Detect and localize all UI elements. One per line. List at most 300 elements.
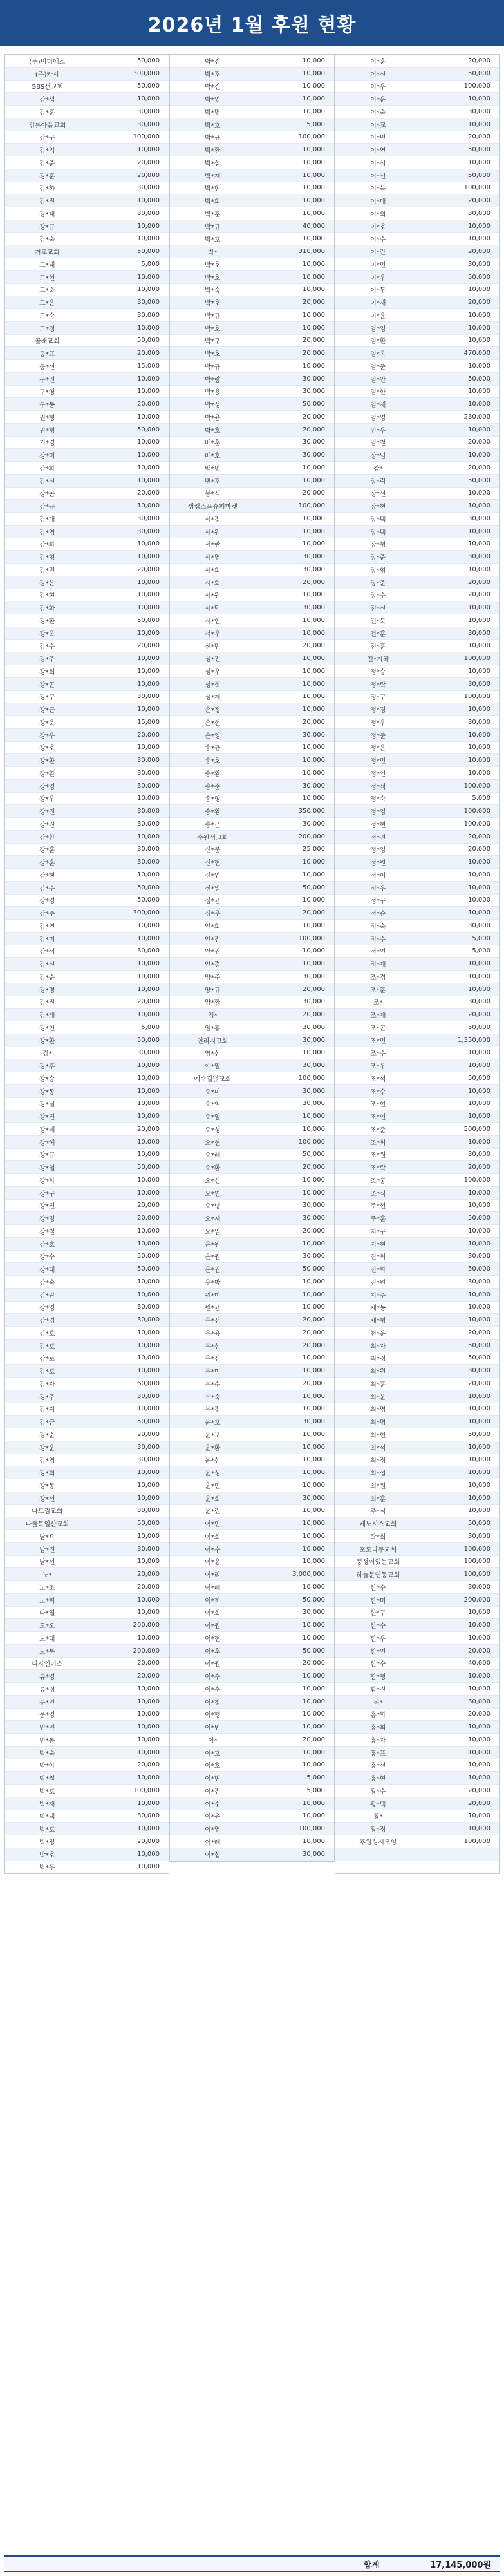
donor-row	[170, 1340, 334, 1352]
donation-amount: 50,000	[302, 884, 325, 891]
donor-name: 강*후	[39, 1063, 55, 1071]
donor-row	[5, 1276, 169, 1289]
donor-row	[170, 1530, 334, 1543]
donation-amount: 50,000	[136, 248, 160, 256]
donation-amount: 10,000	[302, 197, 325, 205]
donation-amount: 10,000	[136, 795, 160, 802]
donation-amount: 100,000	[298, 1138, 325, 1146]
donor-name: 이*민	[205, 1521, 221, 1529]
donor-name: 한*구	[370, 1610, 386, 1618]
donation-amount: 10,000	[302, 540, 325, 548]
donor-row	[5, 627, 169, 640]
donation-amount: 100,000	[463, 782, 490, 790]
donor-row	[335, 1696, 499, 1709]
donor-row	[335, 1174, 499, 1187]
donor-name: 송*준	[205, 783, 221, 791]
donor-row	[335, 1466, 499, 1479]
donor-row	[335, 1161, 499, 1174]
donor-row	[170, 1212, 334, 1225]
donor-row	[5, 1747, 169, 1759]
donation-amount: 50,000	[302, 1647, 325, 1654]
donor-row	[335, 1263, 499, 1276]
donor-name: 정*인	[370, 770, 386, 778]
donor-row	[335, 1810, 499, 1823]
donor-row	[5, 652, 169, 665]
donor-name: 박*용	[205, 389, 221, 397]
donor-row	[335, 1785, 499, 1797]
donor-name: 이*현	[205, 1635, 221, 1643]
donation-amount: 30,000	[302, 1215, 325, 1222]
donor-name: 강*로	[39, 1356, 55, 1363]
donor-row	[5, 55, 169, 68]
donor-row	[5, 449, 169, 462]
donation-amount: 60,000	[136, 1379, 160, 1387]
donor-name: 박*재	[39, 1801, 55, 1808]
donation-amount: 100,000	[463, 1571, 490, 1578]
donation-amount: 20,000	[302, 642, 325, 650]
donor-name: 홍*화	[370, 1712, 386, 1719]
donor-name: 장*준	[370, 554, 386, 562]
donation-amount: 30,000	[136, 947, 160, 955]
donor-row	[170, 614, 334, 627]
donor-row	[170, 1785, 334, 1797]
donor-name: 강*배	[39, 1126, 55, 1134]
donor-name: 강*수	[39, 1254, 55, 1262]
donation-amount: 10,000	[302, 1634, 325, 1642]
donor-name: 홍*표	[370, 1750, 386, 1757]
donor-name: 조*인	[370, 1114, 386, 1122]
donor-row	[170, 640, 334, 653]
donation-amount: 10,000	[302, 858, 325, 866]
donation-amount: 10,000	[302, 273, 325, 281]
donor-name: 진*화	[370, 1267, 386, 1274]
donation-amount: 10,000	[302, 1367, 325, 1375]
donor-name: 임*우	[370, 427, 386, 435]
donation-amount: 10,000	[136, 1405, 160, 1413]
donor-row	[5, 1517, 169, 1530]
donor-row	[170, 1734, 334, 1747]
donor-name: 정*연	[370, 949, 386, 956]
donor-row	[170, 1200, 334, 1213]
donor-name: 강*미	[39, 453, 55, 460]
donation-amount: 50,000	[136, 1265, 160, 1273]
donor-row	[170, 1492, 334, 1505]
donor-name: 조*락	[370, 1165, 386, 1173]
donor-row	[5, 1200, 169, 1213]
donor-name: 장*현	[370, 504, 386, 511]
donor-name: 문*민	[39, 1699, 55, 1707]
donor-name: 이*행	[205, 1712, 221, 1719]
donor-row	[5, 1861, 169, 1874]
donor-row	[5, 424, 169, 437]
donor-row	[170, 767, 334, 780]
donor-name: 엄*	[207, 1012, 218, 1020]
donation-amount: 20,000	[136, 1571, 160, 1578]
donation-amount: 10,000	[136, 960, 160, 968]
donor-row	[335, 182, 499, 195]
donation-amount: 20,000	[136, 998, 160, 1006]
donation-amount: 10,000	[467, 1405, 490, 1413]
donor-row	[170, 691, 334, 704]
donor-name: 장*수	[370, 592, 386, 600]
donor-row	[170, 1517, 334, 1530]
donor-name: 조*경	[370, 974, 386, 981]
donation-amount: 50,000	[467, 146, 490, 154]
donation-amount: 10,000	[467, 1723, 490, 1731]
donor-row	[170, 1136, 334, 1149]
donation-amount: 200,000	[133, 1622, 160, 1629]
donation-amount: 10,000	[467, 1227, 490, 1235]
donor-name: 정*구	[370, 898, 386, 905]
donor-row	[335, 500, 499, 513]
donation-amount: 10,000	[302, 70, 325, 77]
donor-row	[170, 1823, 334, 1835]
donor-row	[5, 309, 169, 322]
donor-name: 강*숙	[39, 236, 55, 244]
donor-name: 박*호	[39, 1788, 55, 1795]
donor-row	[5, 360, 169, 373]
donor-name: 강*구	[39, 135, 55, 142]
donation-amount: 30,000	[302, 1850, 325, 1858]
donor-name: 최*석	[370, 1444, 386, 1452]
donor-row	[170, 754, 334, 767]
donor-row	[335, 895, 499, 907]
donor-row	[170, 538, 334, 551]
donor-name: 조*석	[370, 1075, 386, 1083]
donation-amount: 30,000	[302, 375, 325, 383]
donation-amount: 30,000	[302, 1087, 325, 1095]
donation-amount: 10,000	[136, 413, 160, 421]
donor-name: 강*진	[39, 999, 55, 1007]
donor-name: 배*훈	[205, 440, 221, 448]
donation-amount: 20,000	[467, 1329, 490, 1336]
donor-name: 강*호	[39, 1343, 55, 1350]
donation-amount: 10,000	[467, 565, 490, 573]
donor-row	[5, 1289, 169, 1302]
donation-amount: 10,000	[467, 451, 490, 459]
donation-amount: 10,000	[302, 57, 325, 64]
donor-row	[335, 1200, 499, 1213]
donor-row	[5, 1645, 169, 1658]
donor-name: 박*규	[205, 363, 221, 371]
donation-amount: 10,000	[302, 1698, 325, 1705]
donor-name: 권*형	[39, 414, 55, 422]
donor-row	[170, 1607, 334, 1620]
donor-name: 임*옥	[370, 351, 386, 359]
donor-row	[335, 1670, 499, 1683]
donor-name: GBS선교회	[31, 84, 64, 91]
donor-row	[335, 716, 499, 729]
donation-amount: 10,000	[467, 426, 490, 433]
donation-amount: 10,000	[136, 1748, 160, 1756]
donor-row	[335, 1581, 499, 1594]
donation-amount: 10,000	[467, 604, 490, 612]
donor-row	[5, 258, 169, 271]
donor-name: 박*철	[39, 1776, 55, 1783]
donor-name: 공*선	[39, 363, 55, 371]
donor-name: 박*훈	[205, 71, 221, 79]
donation-amount: 50,000	[136, 1164, 160, 1171]
donor-name: 강*진	[39, 1114, 55, 1122]
donor-row	[5, 207, 169, 220]
donor-row	[5, 1581, 169, 1594]
donor-row	[170, 1543, 334, 1556]
donation-amount: 10,000	[467, 1062, 490, 1070]
donor-name: 강*동	[39, 1088, 55, 1096]
donation-amount: 30,000	[302, 731, 325, 739]
donor-name: 봉*식	[205, 491, 221, 498]
donor-row	[335, 844, 499, 857]
donation-amount: 10,000	[302, 1507, 325, 1515]
donor-row	[335, 1556, 499, 1569]
donor-name: 강*환	[39, 834, 55, 842]
donation-amount: 10,000	[302, 1481, 325, 1489]
donation-amount: 100,000	[463, 655, 490, 663]
donor-name: 지*주	[370, 1292, 386, 1300]
donor-row	[335, 1110, 499, 1123]
donation-amount: 20,000	[467, 591, 490, 599]
donation-amount: 20,000	[467, 1799, 490, 1807]
donation-amount: 50,000	[136, 1418, 160, 1426]
donation-amount: 10,000	[136, 540, 160, 548]
donor-row	[5, 920, 169, 933]
donor-row	[170, 169, 334, 182]
donor-name: 강*욱	[39, 719, 55, 727]
donation-amount: 10,000	[136, 1799, 160, 1807]
donor-row	[170, 1594, 334, 1607]
donation-amount: 10,000	[467, 972, 490, 980]
donor-row	[335, 1479, 499, 1492]
donation-amount: 10,000	[467, 858, 490, 866]
donation-amount: 10,000	[302, 260, 325, 268]
donation-amount: 50,000	[467, 1354, 490, 1362]
donation-amount: 3,000,000	[292, 1571, 325, 1578]
donor-row	[170, 156, 334, 169]
donation-amount: 10,000	[136, 439, 160, 446]
donation-amount: 10,000	[302, 1291, 325, 1298]
donor-row	[170, 1365, 334, 1378]
donor-name: 정*현	[370, 821, 386, 829]
donor-name: 송*환	[205, 809, 221, 817]
donor-name: 유*용	[205, 1330, 221, 1338]
donation-grid	[4, 54, 500, 1874]
donor-row	[170, 1302, 334, 1314]
donation-amount: 30,000	[136, 757, 160, 764]
donor-name: 풍성이있는교회	[356, 1559, 400, 1567]
donor-name: 강*혜	[39, 1139, 55, 1147]
donation-amount: 50,000	[467, 1074, 490, 1082]
donor-name: 서*정	[205, 516, 221, 524]
donation-amount: 10,000	[467, 1736, 490, 1743]
donor-name: 조*우	[370, 1063, 386, 1071]
donation-amount: 10,000	[302, 1812, 325, 1820]
donor-row	[335, 869, 499, 882]
donor-row	[335, 144, 499, 156]
donor-name: 강*승	[39, 1075, 55, 1083]
donor-name: 강*구	[39, 694, 55, 702]
donor-row	[170, 1378, 334, 1390]
donor-row	[170, 742, 334, 755]
donor-row	[5, 1009, 169, 1021]
donor-name: 장*	[373, 465, 383, 473]
donor-name: 조*재	[370, 1012, 386, 1020]
donation-amount: 10,000	[136, 1151, 160, 1159]
donor-row	[5, 818, 169, 831]
donor-row	[335, 488, 499, 500]
donor-name: 구*동	[39, 402, 55, 410]
donor-row	[335, 1072, 499, 1085]
donor-name: 강*영	[39, 898, 55, 905]
donor-row	[5, 1327, 169, 1340]
donation-amount: 10,000	[136, 273, 160, 281]
donor-name: 박*숙	[39, 1750, 55, 1757]
donor-name: 유*순	[205, 1381, 221, 1388]
donor-row	[5, 1365, 169, 1378]
donor-row	[170, 220, 334, 233]
donation-amount: 10,000	[467, 985, 490, 993]
donor-row	[5, 983, 169, 996]
donation-amount: 10,000	[136, 1774, 160, 1782]
donor-row	[170, 93, 334, 106]
donation-amount: 10,000	[302, 515, 325, 522]
donor-name: 임*안	[370, 376, 386, 384]
donor-name: 홍*선	[370, 1763, 386, 1770]
donation-amount: 10,000	[136, 286, 160, 294]
donor-name: 강*경	[39, 1318, 55, 1325]
donor-name: 이*청	[205, 1699, 221, 1707]
donor-row	[170, 360, 334, 373]
donation-amount: 20,000	[136, 1837, 160, 1845]
donation-amount: 20,000	[467, 464, 490, 471]
donor-row	[5, 1797, 169, 1810]
donor-row	[335, 207, 499, 220]
donation-amount: 20,000	[467, 1011, 490, 1019]
donor-name: 조*훈	[370, 987, 386, 994]
donor-name: 유*숙	[205, 1394, 221, 1401]
donation-amount: 30,000	[136, 184, 160, 192]
donor-name: 이*민	[370, 135, 386, 142]
donor-name: 강*우	[39, 732, 55, 740]
donor-row	[335, 1047, 499, 1060]
donor-row	[5, 1479, 169, 1492]
donation-amount: 10,000	[302, 1443, 325, 1451]
donation-amount: 100,000	[298, 934, 325, 942]
donor-name: 골래교회	[34, 338, 60, 346]
donor-row	[5, 1352, 169, 1365]
donor-row	[5, 1123, 169, 1136]
donation-amount: 100,000	[463, 808, 490, 815]
donation-amount: 10,000	[302, 1583, 325, 1591]
page-title: 2026년 1월 후원 현황	[147, 14, 357, 37]
donor-name: 서*우	[205, 630, 221, 638]
donor-name: 채*동	[370, 1305, 386, 1312]
donor-row	[170, 245, 334, 258]
donor-row	[335, 80, 499, 93]
donor-name: 정*구	[370, 694, 386, 702]
donor-name: 강*환	[39, 770, 55, 778]
donation-amount: 50,000	[467, 1341, 490, 1349]
donation-amount: 30,000	[302, 1023, 325, 1031]
donation-amount: 30,000	[136, 846, 160, 853]
donation-amount: 10,000	[136, 464, 160, 471]
donation-amount: 50,000	[467, 1023, 490, 1031]
donation-amount: 10,000	[136, 744, 160, 752]
donation-amount: 1,350,000	[458, 1036, 490, 1044]
donor-row	[170, 805, 334, 818]
donor-name: 민*민	[39, 1725, 55, 1732]
donor-name: 최*명	[370, 1419, 386, 1427]
donation-amount: 20,000	[467, 833, 490, 840]
donor-row	[170, 475, 334, 488]
donation-amount: 30,000	[136, 1049, 160, 1057]
donor-row	[170, 869, 334, 882]
donor-row	[5, 1594, 169, 1607]
donor-name: 노*조	[39, 1584, 55, 1592]
donor-row	[335, 156, 499, 169]
donor-row	[170, 895, 334, 907]
donor-name: 홍*희	[370, 1725, 386, 1732]
donor-name: 강*형	[39, 554, 55, 562]
donor-name: 조*현	[370, 1101, 386, 1109]
donor-name: 공*표	[39, 351, 55, 359]
donor-name: 함*형	[370, 1674, 386, 1681]
donor-name: 이*희	[205, 1533, 221, 1541]
donor-name: 박*호	[205, 325, 221, 333]
donation-amount: 30,000	[467, 515, 490, 522]
donor-row	[5, 831, 169, 844]
donor-row	[5, 462, 169, 475]
donor-column-2	[169, 54, 335, 1874]
donor-row	[170, 309, 334, 322]
donation-amount: 10,000	[467, 1774, 490, 1782]
donation-amount: 50,000	[467, 70, 490, 77]
donor-row	[5, 1225, 169, 1238]
donor-row	[335, 1314, 499, 1327]
donor-name: 강*근	[39, 1419, 55, 1427]
donor-name: 추*식	[370, 1508, 386, 1516]
donation-amount: 10,000	[467, 158, 490, 166]
donor-row	[170, 1441, 334, 1454]
donor-row	[335, 1619, 499, 1632]
donor-name: 강*운	[39, 1444, 55, 1452]
donor-name: 이*호	[205, 1763, 221, 1770]
donation-amount: 10,000	[302, 667, 325, 675]
donation-amount: 50,000	[136, 82, 160, 90]
donation-amount: 30,000	[302, 1202, 325, 1209]
donor-row	[5, 780, 169, 793]
donor-row	[170, 1009, 334, 1021]
donor-name: 임*영	[370, 414, 386, 422]
donor-row	[5, 106, 169, 118]
donor-row	[335, 933, 499, 945]
donor-row	[5, 1021, 169, 1034]
donation-amount: 10,000	[136, 972, 160, 980]
donor-row	[335, 347, 499, 360]
donation-amount: 10,000	[136, 578, 160, 586]
donation-amount: 10,000	[467, 1049, 490, 1057]
donor-row	[170, 958, 334, 971]
donor-name: 박*정	[39, 1839, 55, 1846]
donor-name: 정*원	[370, 860, 386, 867]
donation-amount: 30,000	[136, 1507, 160, 1515]
donor-name: 강*민	[39, 567, 55, 574]
donor-row	[5, 742, 169, 755]
donation-amount: 10,000	[302, 896, 325, 904]
donor-name: 강*지	[39, 1406, 55, 1414]
donation-amount: 30,000	[302, 782, 325, 790]
donor-row	[170, 1619, 334, 1632]
donation-amount: 30,000	[302, 439, 325, 446]
